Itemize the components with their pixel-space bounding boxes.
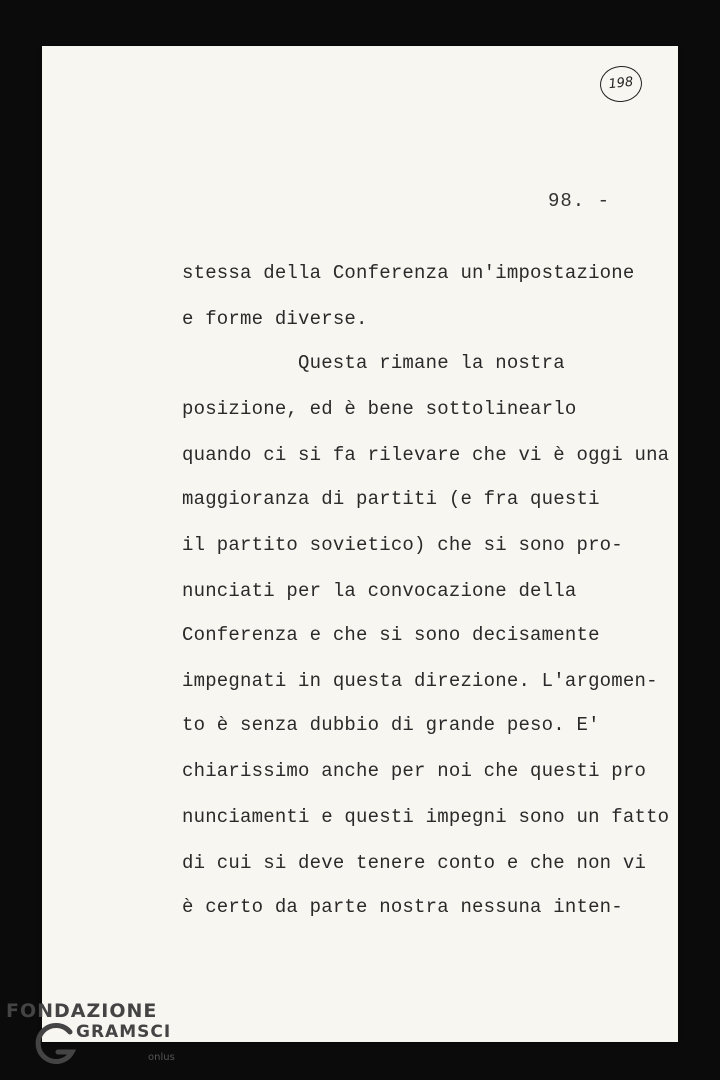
text-line: nunciamenti e questi impegni sono un fatto (182, 806, 670, 828)
logo-text-fondazione: FONDAZIONE (6, 1000, 158, 1022)
text-line: to è senza dubbio di grande peso. E' (182, 714, 600, 736)
text-line: stessa della Conferenza un'impostazione (182, 262, 635, 284)
text-line: è certo da parte nostra nessuna inten- (182, 896, 623, 918)
text-line: quando ci si fa rilevare che vi è oggi una (182, 444, 670, 466)
text-line: nunciati per la convocazione della (182, 580, 577, 602)
archive-number-stamp: 198 (598, 64, 644, 104)
logo-text-onlus: onlus (148, 1052, 175, 1063)
text-line: chiarissimo anche per noi che questi pro (182, 760, 647, 782)
text-line: posizione, ed è bene sottolinearlo (182, 398, 577, 420)
logo-text-gramsci: GRAMSCI (76, 1022, 172, 1042)
text-line: maggioranza di partiti (e fra questi (182, 488, 600, 510)
text-line: Conferenza e che si sono decisamente (182, 624, 600, 646)
page-number: 98. - (548, 190, 611, 212)
text-line: Questa rimane la nostra (298, 352, 565, 374)
logo-g-icon (30, 1018, 82, 1070)
text-line: impegnati in questa direzione. L'argomen- (182, 670, 658, 692)
text-line: di cui si deve tenere conto e che non vi (182, 852, 647, 874)
text-line: e forme diverse. (182, 308, 368, 330)
text-line: il partito sovietico) che si sono pro- (182, 534, 623, 556)
fondazione-gramsci-logo (6, 1000, 186, 1070)
